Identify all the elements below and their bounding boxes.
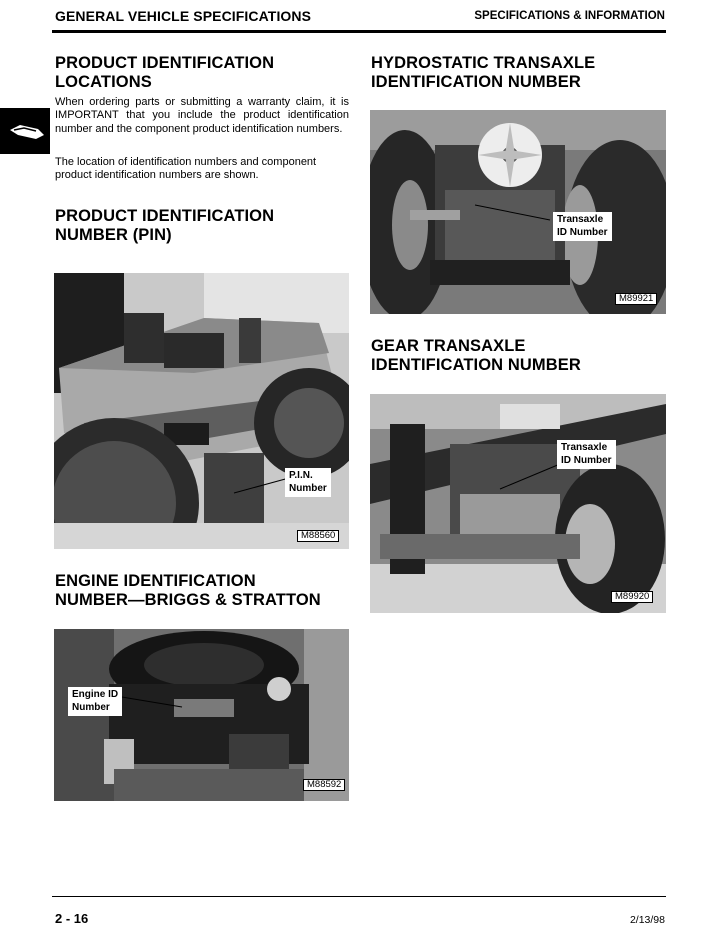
hydrostatic-transaxle-photo <box>370 110 666 314</box>
gear-heading <box>371 337 581 375</box>
header-chapter-title: SPECIFICATIONS & INFORMATION <box>474 10 665 22</box>
hydrostatic-callout-label <box>553 212 612 241</box>
callout-line: Number <box>72 701 110 713</box>
gear-transaxle-photo <box>370 394 666 613</box>
heading-line: HYDROSTATIC TRANSAXLE <box>371 54 596 72</box>
footer-rule <box>52 896 666 897</box>
callout-line: ID Number <box>557 226 608 238</box>
header-rule <box>52 30 666 33</box>
gear-callout-label <box>557 440 616 469</box>
chapter-tab-marker <box>0 108 50 154</box>
pin-heading <box>55 207 274 245</box>
heading-line: IDENTIFICATION NUMBER <box>371 356 581 374</box>
heading-line: GEAR TRANSAXLE <box>371 337 526 355</box>
heading-line: ENGINE IDENTIFICATION <box>55 572 256 590</box>
header-section-title: GENERAL VEHICLE SPECIFICATIONS <box>55 8 312 24</box>
pin-location-photo <box>54 273 349 549</box>
pin-callout-label <box>285 468 331 497</box>
callout-line: Transaxle <box>561 442 608 453</box>
engine-id-photo <box>54 629 349 801</box>
product-id-locations-heading <box>55 54 274 92</box>
engine-callout-label <box>68 687 122 716</box>
hydrostatic-heading <box>371 54 595 92</box>
heading-line: IDENTIFICATION NUMBER <box>371 73 581 91</box>
intro-paragraph: When ordering parts or submitting a warranty claim, it is IMPORTANT that you include the product identification number and the component product identification numbers. <box>55 96 349 135</box>
figure-id-label: M89920 <box>611 591 653 603</box>
tractor-tab-icon <box>0 108 50 154</box>
engine-heading <box>55 572 321 610</box>
heading-line: NUMBER—BRIGGS & STRATTON <box>55 591 321 609</box>
callout-line: Number <box>289 482 327 494</box>
heading-line: NUMBER (PIN) <box>55 226 172 244</box>
figure-id-label: M88560 <box>297 530 339 542</box>
callout-line: P.I.N. <box>289 470 313 481</box>
page-number: 2 - 16 <box>55 911 89 926</box>
callout-line: ID Number <box>561 454 612 466</box>
location-paragraph: The location of identification numbers and component product identification numbers are shown. <box>55 156 317 182</box>
figure-id-label: M89921 <box>615 293 657 305</box>
heading-line: PRODUCT IDENTIFICATION <box>55 207 275 225</box>
callout-line: Engine ID <box>72 689 119 700</box>
figure-id-label: M88592 <box>303 779 345 791</box>
heading-line: LOCATIONS <box>55 73 152 91</box>
callout-line: Transaxle <box>557 214 604 225</box>
heading-line: PRODUCT IDENTIFICATION <box>55 54 275 72</box>
revision-date: 2/13/98 <box>629 914 665 926</box>
